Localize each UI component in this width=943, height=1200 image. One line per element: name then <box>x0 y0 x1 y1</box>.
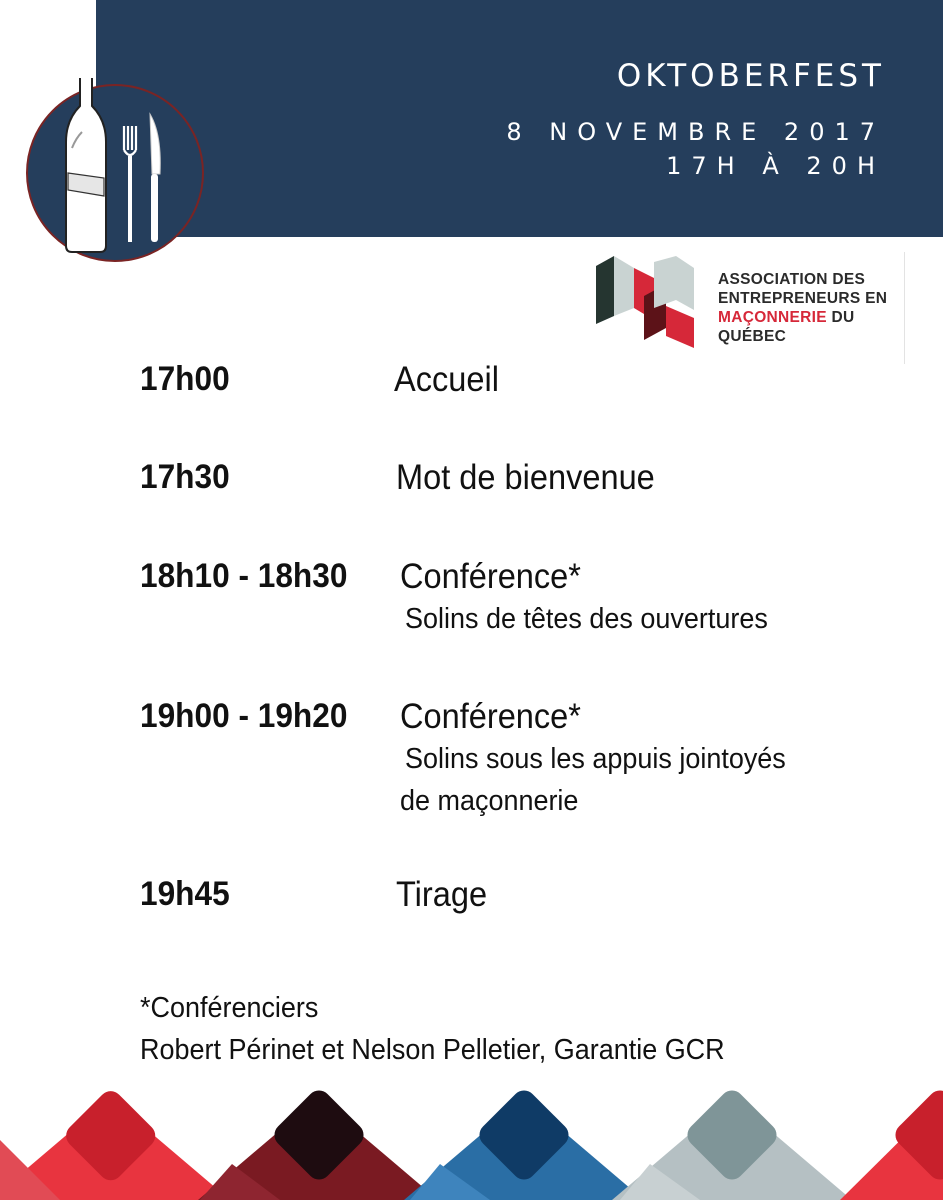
schedule-time: 17h00 <box>140 360 230 398</box>
divider <box>904 252 905 364</box>
association-logo <box>594 256 904 356</box>
association-line-3-rest: DU <box>826 309 855 326</box>
speakers-names: Robert Périnet et Nelson Pelletier, Garantie GCR <box>140 1034 725 1066</box>
schedule-label: Tirage <box>396 875 488 914</box>
association-highlight: MAÇONNERIE <box>718 309 827 326</box>
schedule-time: 19h00 - 19h20 <box>140 697 348 735</box>
speakers-title: *Conférenciers <box>140 992 319 1024</box>
schedule-subtitle: Solins de têtes des ouvertures <box>405 603 768 635</box>
schedule-label: Conférence* <box>400 557 581 596</box>
schedule-time: 19h45 <box>140 875 230 913</box>
event-time: 17H À 20H <box>666 152 885 180</box>
bottle-fork-knife-icon <box>20 78 210 268</box>
event-title: OKTOBERFEST <box>616 58 885 94</box>
association-line-2: ENTREPRENEURS EN <box>718 290 888 307</box>
schedule-label: Mot de bienvenue <box>396 458 655 497</box>
schedule-time: 17h30 <box>140 458 230 496</box>
schedule-subtitle: de maçonnerie <box>400 785 579 817</box>
schedule-time: 18h10 - 18h30 <box>140 557 348 595</box>
aemq-logo-mark <box>594 256 696 348</box>
footer-pattern <box>0 1080 943 1200</box>
association-name <box>718 270 887 346</box>
association-line-1: ASSOCIATION DES <box>718 271 866 288</box>
schedule-label: Accueil <box>394 360 499 399</box>
association-line-3 <box>718 308 887 327</box>
event-date: 8 NOVEMBRE 2017 <box>506 118 885 146</box>
schedule-subtitle: Solins sous les appuis jointoyés <box>405 743 786 775</box>
association-line-4: QUÉBEC <box>718 328 787 345</box>
schedule-label: Conférence* <box>400 697 581 736</box>
